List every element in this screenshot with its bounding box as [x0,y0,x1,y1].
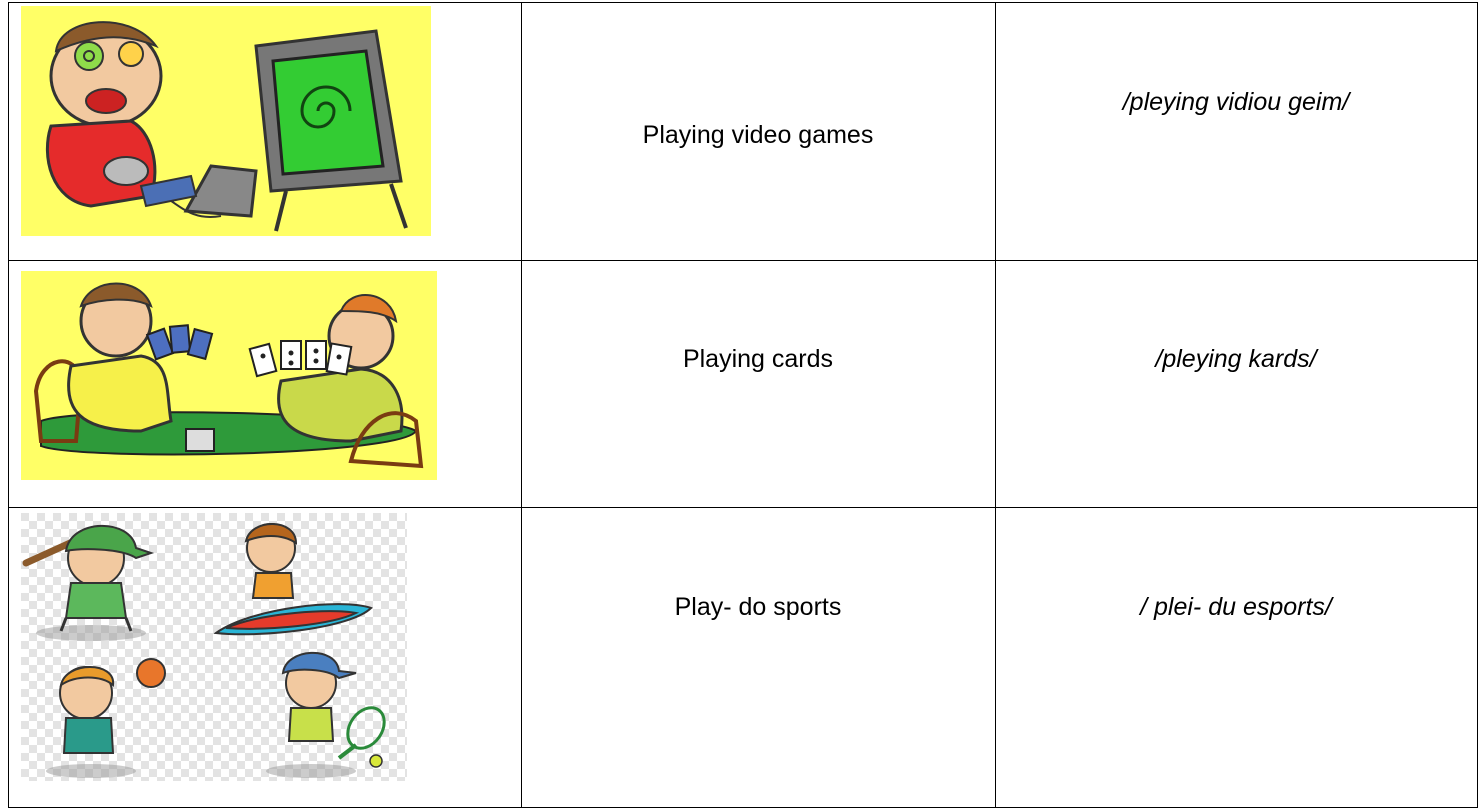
term-cell: Playing cards [682,345,834,373]
pronunciation-cell: / plei- du esports/ [1140,593,1332,621]
video-games-picture [21,6,431,236]
term-cell: Playing video games [642,121,874,149]
pronunciation-cell: /pleying kards/ [1155,345,1317,373]
term-cell: Play- do sports [674,593,842,621]
vocabulary-table [8,2,1478,808]
column-divider [995,3,996,807]
row-divider [9,507,1477,508]
sports-picture [21,513,407,781]
pronunciation-cell: /pleying vidiou geim/ [1122,88,1350,116]
row-divider [9,260,1477,261]
playing-cards-picture [21,271,437,480]
